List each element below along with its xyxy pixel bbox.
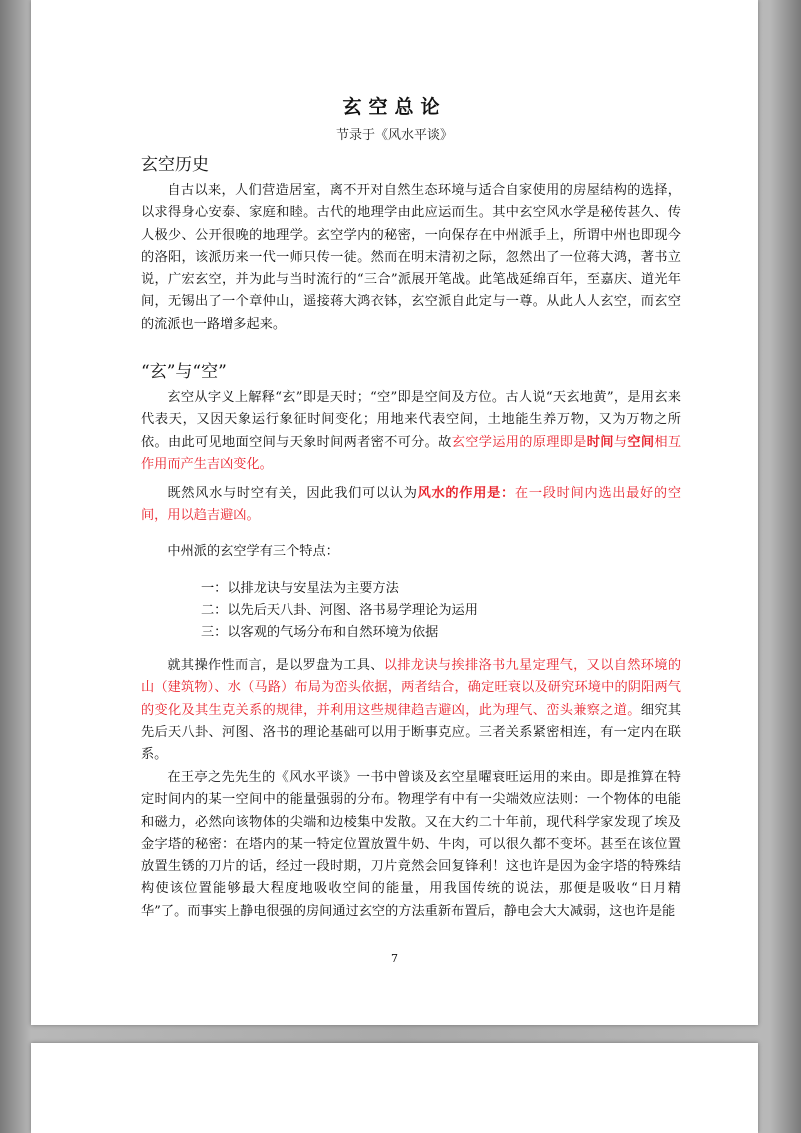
list-item: 二：以先后天八卦、河图、洛书易学理论为运用 — [201, 603, 478, 618]
features-list — [201, 578, 478, 644]
list-item: 一：以排龙诀与安星法为主要方法 — [201, 581, 399, 596]
operation-text-end: 细究其先后天八卦、河图、洛书的理论基础可以用于断事克应。三者关系紧密相连，有一定内在联系。 — [141, 702, 682, 763]
fengshui-function-label: 风水的作用是： — [417, 486, 515, 501]
paragraph-definition — [141, 387, 681, 476]
definition-red-ending: 相互作用而产生吉凶变化。 — [141, 434, 682, 472]
paragraph-operation — [141, 655, 681, 766]
definition-text: 玄空从字义上解释“玄”即是天时；“空”即是空间及方位。古人说“天玄地黄”，是用玄来代表天，又因天象运行象征时间变化；用地来代表空间，土地能生养万物，又为万物之所依。由此可见地面空间与天象时间两者密不可分。故 — [141, 390, 681, 450]
section-heading-history: 玄空历史 — [141, 155, 209, 175]
fengshui-text: 既然风水与时空有关，因此我们可以认为 — [167, 486, 418, 501]
section-heading-xuan-kong: “玄”与“空” — [141, 362, 227, 382]
page-number: 7 — [391, 952, 398, 965]
definition-keyword-space: 空间 — [627, 434, 655, 450]
definition-red-text: 玄空学运用的原理即是 — [451, 434, 587, 450]
document-title: 玄空总论 — [342, 96, 447, 118]
list-item: 三：以客观的气场分布和自然环境为依据 — [201, 625, 439, 640]
document-page-1 — [31, 0, 758, 1025]
paragraph-features-intro: 中州派的玄空学有三个特点： — [167, 544, 339, 559]
paragraph-fengshui-function — [141, 483, 681, 528]
fengshui-function-text: 在一段时间内选出最好的空间，用以趋吉避凶。 — [141, 486, 682, 524]
operation-red-text: 以排龙诀与挨排洛书九星定理气，又以自然环境的山（建筑物）、水（马路）布局为峦头依据，两者结合，确定旺衰以及研究环境中的阴阳两气的变化及其生克关系的规律，并利用这些规律趋吉避凶，此为理气、峦头兼察之道。 — [141, 658, 682, 718]
definition-red-connector: 与 — [613, 434, 628, 450]
paragraph-history: 自古以来，人们营造居室，离不开对自然生态环境与适合自家使用的房屋结构的选择，以求得身心安泰、家庭和睦。古代的地理学由此应运而生。其中玄空风水学是秘传甚久、传人极少、公开很晚的地理学。玄空学内的秘密，一向保存在中州派手上，所谓中州也即现今的洛阳，该派历来一代一师只传一徒。然而在明末清初之际，忽然出了一位蒋大鸿，著书立说，广宏玄空，并为此与当时流行的“三合”派展开笔战。此笔战延绵百年，至嘉庆、道光年间，无锡出了一个章仲山，遥接蒋大鸿衣钵，玄空派自此定与一尊。从此人人玄空，而玄空的流派也一路增多起来。 — [141, 183, 681, 332]
document-subtitle: 节录于《风水平谈》 — [335, 128, 453, 143]
operation-text: 就其操作性而言，是以罗盘为工具、 — [167, 658, 384, 673]
document-page-2 — [31, 1043, 758, 1133]
definition-keyword-time: 时间 — [586, 434, 614, 450]
paragraph-pyramid: 在王亭之先先生的《风水平谈》一书中曾谈及玄空星曜衰旺运用的来由。即是推算在特定时间内的某一空间中的能量强弱的分布。物理学有中有一尖端效应法则：一个物体的电能和磁力，必然向该物体的尖端和边棱集中发散。又在大约二十年前，现代科学家发现了埃及金字塔的秘密：在塔内的某一特定位置放置牛奶、牛肉，可以很久都不变坏。甚至在该位置放置生锈的刀片的话，经过一段时期，刀片竟然会回复锋利！这也许是因为金字塔的特殊结构使该位置能够最大程度地吸收空间的能量，用我国传统的说法，那便是吸收“日月精华”了。而事实上静电很强的房间通过玄空的方法重新布置后，静电会大大减弱，这也许是能 — [141, 770, 681, 919]
